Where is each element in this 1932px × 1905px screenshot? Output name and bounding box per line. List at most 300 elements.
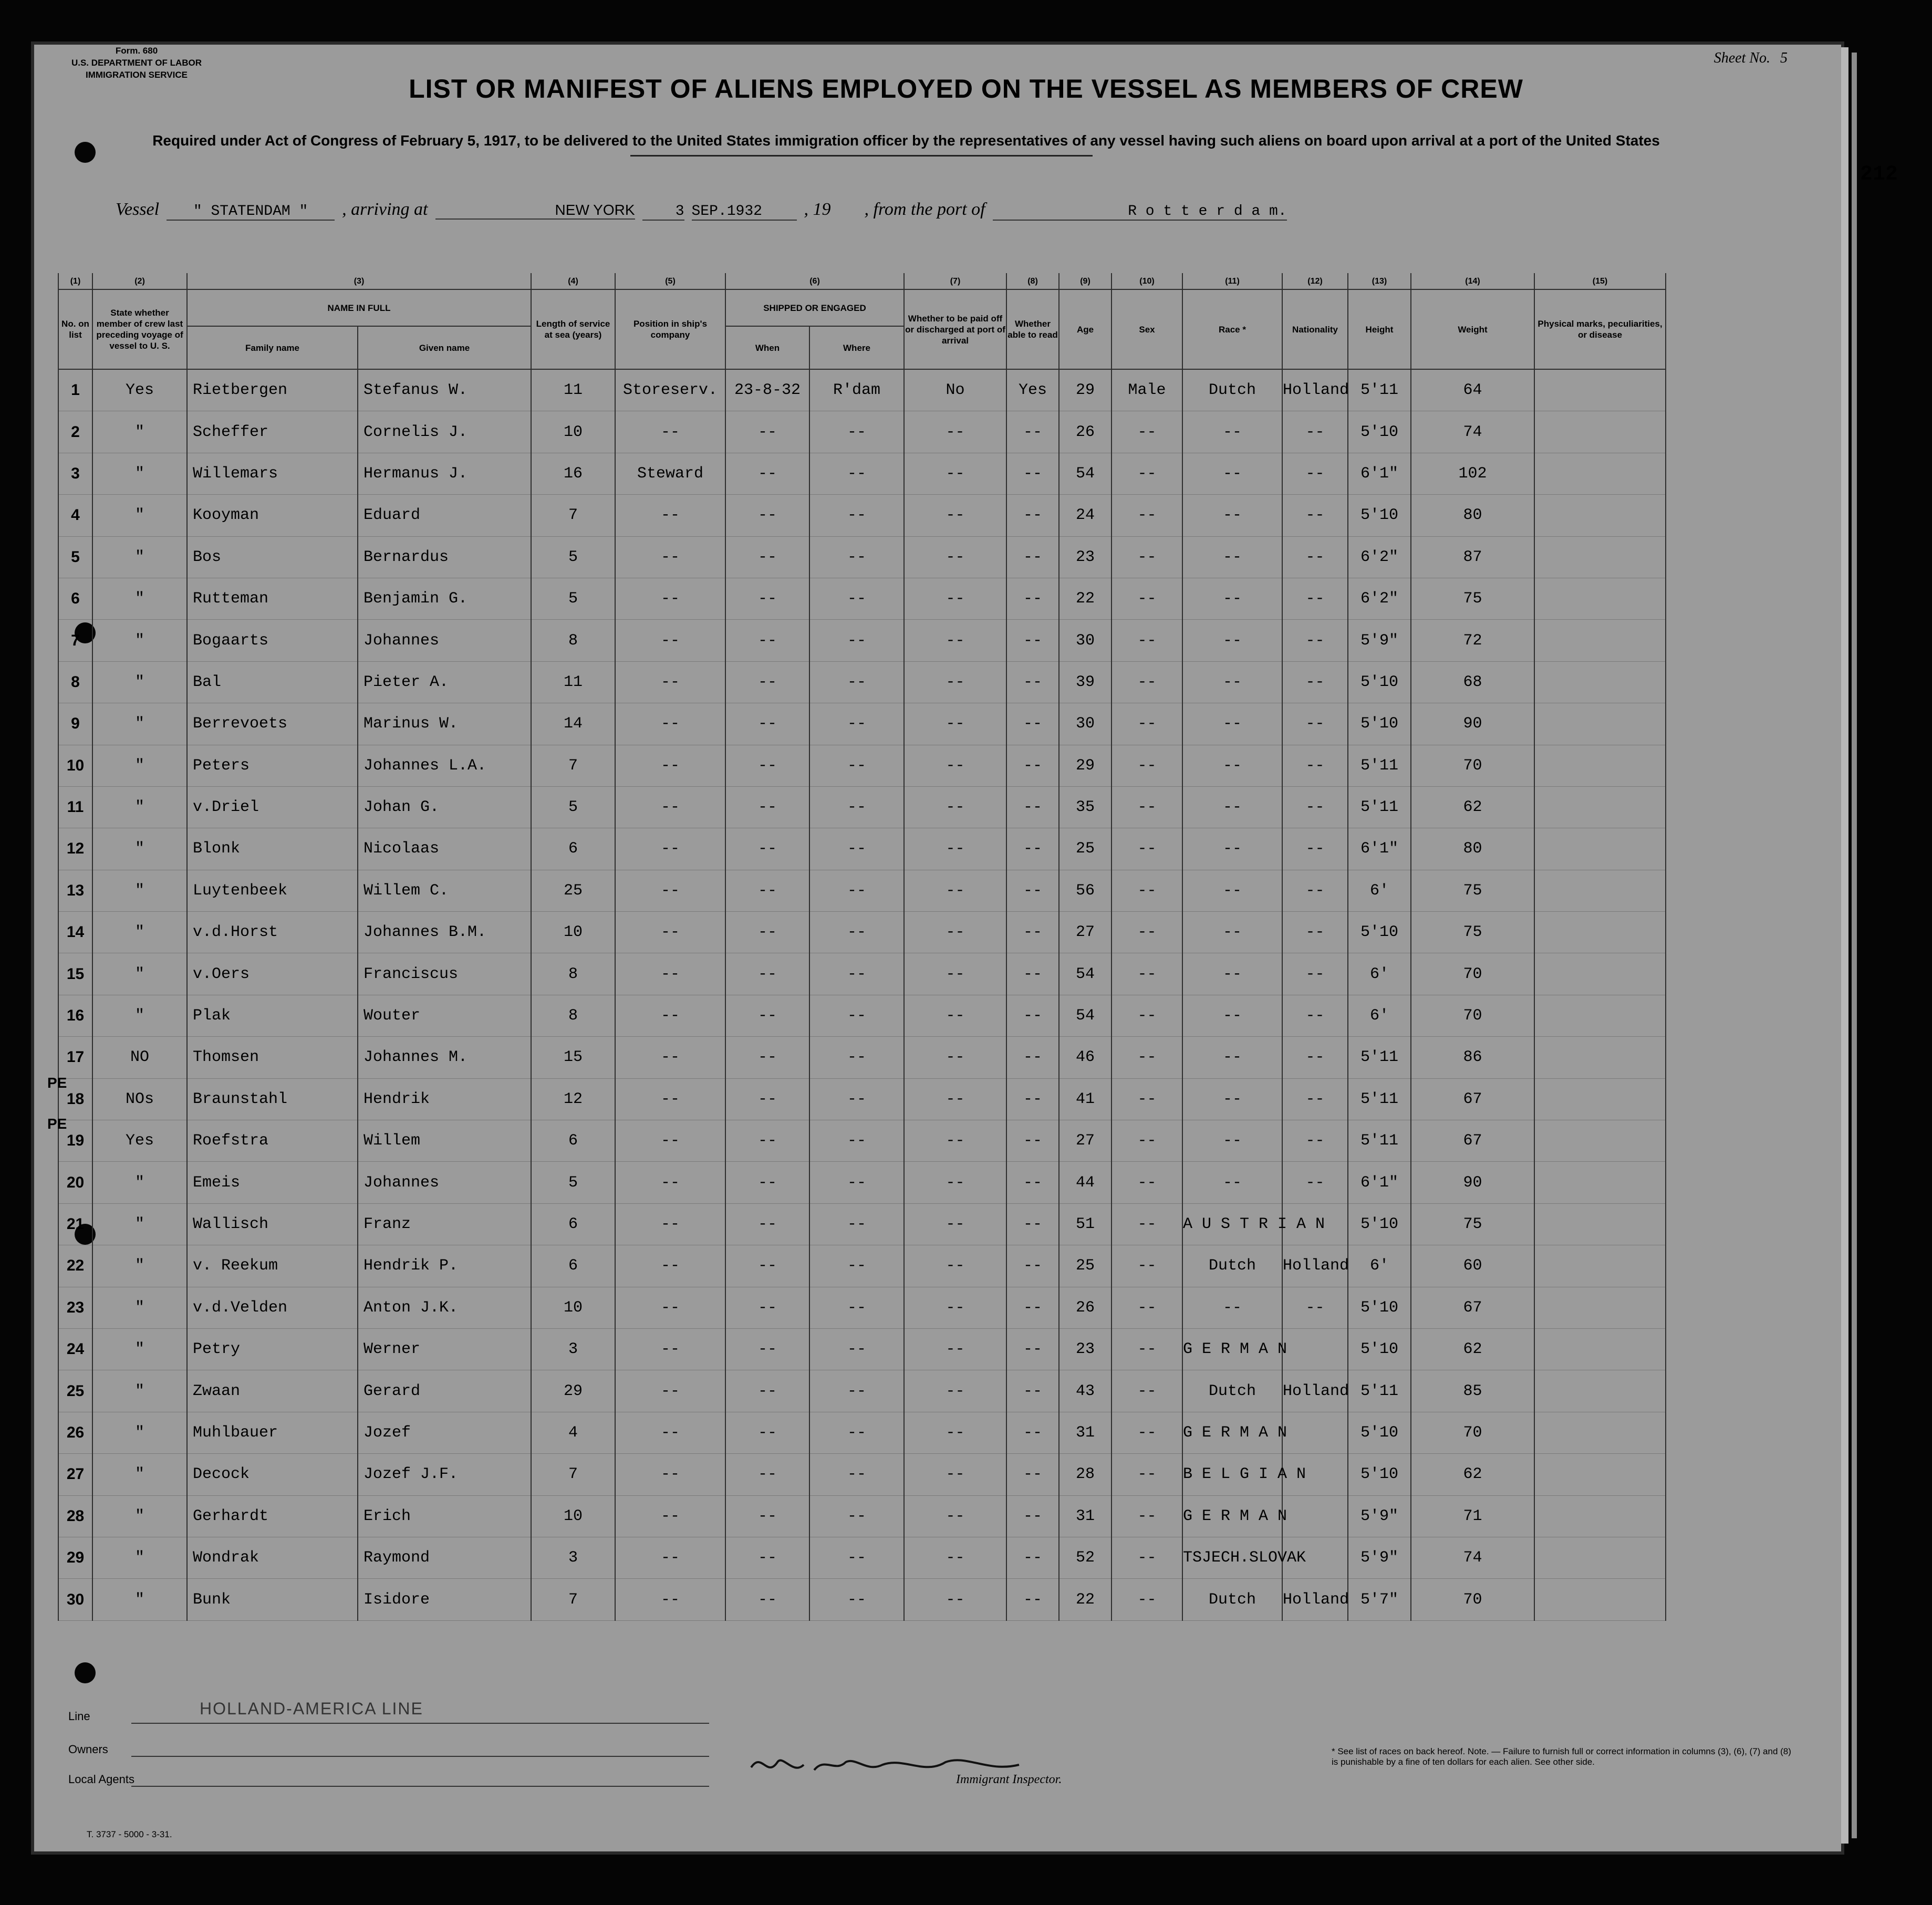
weight: 70 <box>1411 953 1534 995</box>
weight: 62 <box>1411 1454 1534 1495</box>
height: 5'10 <box>1348 1328 1411 1370</box>
department: U.S. DEPARTMENT OF LABOR <box>71 58 202 68</box>
weight: 87 <box>1411 536 1534 578</box>
position: -- <box>615 1495 725 1537</box>
row-number: 22 <box>58 1245 92 1287</box>
able-to-read: -- <box>1006 828 1059 870</box>
sex: Male <box>1112 369 1182 411</box>
given-name: Willem C. <box>358 870 531 911</box>
physical-marks <box>1534 1078 1666 1120</box>
nationality: -- <box>1282 745 1348 786</box>
binder-hole <box>75 1662 96 1683</box>
position: -- <box>615 1454 725 1495</box>
nationality: -- <box>1282 828 1348 870</box>
physical-marks <box>1534 411 1666 453</box>
family-name: Gerhardt <box>187 1495 358 1537</box>
weight: 64 <box>1411 369 1534 411</box>
paid-off: -- <box>904 703 1006 745</box>
physical-marks <box>1534 953 1666 995</box>
physical-marks <box>1534 1287 1666 1328</box>
position: -- <box>615 1162 725 1203</box>
nationality: -- <box>1282 703 1348 745</box>
paid-off: -- <box>904 1078 1006 1120</box>
race: -- <box>1182 661 1282 703</box>
physical-marks <box>1534 828 1666 870</box>
colnum: (6) <box>725 273 904 289</box>
shipped-where: -- <box>809 1579 904 1620</box>
height: 6' <box>1348 870 1411 911</box>
crew-status: " <box>92 1495 187 1537</box>
weight: 74 <box>1411 411 1534 453</box>
from-port-label: , from the port of <box>864 200 985 219</box>
colnum: (2) <box>92 273 187 289</box>
position: -- <box>615 912 725 953</box>
table-row <box>58 1328 1666 1370</box>
service-years: 4 <box>531 1412 615 1453</box>
weight: 90 <box>1411 703 1534 745</box>
family-name: Rutteman <box>187 578 358 619</box>
physical-marks <box>1534 661 1666 703</box>
shipped-when: -- <box>725 578 809 619</box>
height: 5'11 <box>1348 1078 1411 1120</box>
race: B E L G I A N <box>1182 1454 1282 1495</box>
nationality: Holland <box>1282 369 1348 411</box>
header-service: Length of service at sea (years) <box>531 289 615 369</box>
able-to-read: -- <box>1006 411 1059 453</box>
service-years: 25 <box>531 870 615 911</box>
row-number: 4 <box>58 495 92 536</box>
sex: -- <box>1112 1495 1182 1537</box>
race: A U S T R I A N <box>1182 1203 1282 1245</box>
position: -- <box>615 1037 725 1078</box>
height: 5'9" <box>1348 1537 1411 1578</box>
nationality <box>1282 1495 1348 1537</box>
position: -- <box>615 828 725 870</box>
weight: 80 <box>1411 495 1534 536</box>
header-weight: Weight <box>1411 289 1534 369</box>
shipped-when: -- <box>725 703 809 745</box>
given-name: Cornelis J. <box>358 411 531 453</box>
able-to-read: -- <box>1006 1412 1059 1453</box>
family-name: Plak <box>187 995 358 1036</box>
row-number: 7 <box>58 620 92 661</box>
crew-status: " <box>92 1328 187 1370</box>
height: 5'9" <box>1348 1495 1411 1537</box>
age: 25 <box>1059 828 1112 870</box>
position: -- <box>615 953 725 995</box>
row-number: 3 <box>58 453 92 494</box>
height: 6'2" <box>1348 578 1411 619</box>
service-years: 5 <box>531 578 615 619</box>
table-row <box>58 536 1666 578</box>
header-age: Age <box>1059 289 1112 369</box>
nationality: -- <box>1282 1078 1348 1120</box>
able-to-read: -- <box>1006 1579 1059 1620</box>
paid-off: -- <box>904 1162 1006 1203</box>
position: -- <box>615 578 725 619</box>
crew-status: " <box>92 495 187 536</box>
nationality: -- <box>1282 912 1348 953</box>
sex: -- <box>1112 1287 1182 1328</box>
row-number: 12 <box>58 828 92 870</box>
crew-status: " <box>92 1537 187 1578</box>
shipped-where: -- <box>809 1037 904 1078</box>
height: 5'11 <box>1348 1370 1411 1412</box>
age: 29 <box>1059 369 1112 411</box>
table-row <box>58 1245 1666 1287</box>
able-to-read: -- <box>1006 745 1059 786</box>
given-name: Nicolaas <box>358 828 531 870</box>
weight: 70 <box>1411 995 1534 1036</box>
sex: -- <box>1112 703 1182 745</box>
service-years: 12 <box>531 1078 615 1120</box>
paid-off: No <box>904 369 1006 411</box>
sex: -- <box>1112 495 1182 536</box>
weight: 71 <box>1411 1495 1534 1537</box>
race: -- <box>1182 953 1282 995</box>
race: -- <box>1182 536 1282 578</box>
table-row <box>58 1078 1666 1120</box>
race: -- <box>1182 995 1282 1036</box>
crew-status: " <box>92 1203 187 1245</box>
race: -- <box>1182 786 1282 828</box>
family-name: Bos <box>187 536 358 578</box>
age: 25 <box>1059 1245 1112 1287</box>
shipped-when: -- <box>725 1162 809 1203</box>
nationality: Holland <box>1282 1370 1348 1412</box>
print-code: T. 3737 - 5000 - 3-31. <box>87 1829 172 1839</box>
header-no: No. on list <box>58 289 92 369</box>
sheet-value: 5 <box>1780 50 1788 66</box>
nationality: -- <box>1282 411 1348 453</box>
crew-table <box>58 273 1666 1621</box>
position: Steward <box>615 453 725 494</box>
physical-marks <box>1534 786 1666 828</box>
height: 5'10 <box>1348 1412 1411 1453</box>
arriving-label: , arriving at <box>342 200 428 219</box>
colnum: (11) <box>1182 273 1282 289</box>
crew-status: " <box>92 870 187 911</box>
family-name: v.d.Velden <box>187 1287 358 1328</box>
service-years: 7 <box>531 495 615 536</box>
header-where: Where <box>809 326 904 369</box>
age: 39 <box>1059 661 1112 703</box>
height: 6' <box>1348 995 1411 1036</box>
row-number: 25 <box>58 1370 92 1412</box>
table-row <box>58 786 1666 828</box>
weight: 75 <box>1411 870 1534 911</box>
nationality: -- <box>1282 453 1348 494</box>
vessel-label: Vessel <box>116 200 160 219</box>
physical-marks <box>1534 1120 1666 1162</box>
sex: -- <box>1112 1037 1182 1078</box>
sex: -- <box>1112 661 1182 703</box>
physical-marks <box>1534 1328 1666 1370</box>
row-number: 20 <box>58 1162 92 1203</box>
physical-marks <box>1534 1454 1666 1495</box>
physical-marks <box>1534 453 1666 494</box>
paid-off: -- <box>904 578 1006 619</box>
family-name: Braunstahl <box>187 1078 358 1120</box>
header-position: Position in ship's company <box>615 289 725 369</box>
table-row <box>58 495 1666 536</box>
race: -- <box>1182 578 1282 619</box>
shipped-when: -- <box>725 953 809 995</box>
table-row <box>58 1370 1666 1412</box>
age: 30 <box>1059 703 1112 745</box>
given-name: Erich <box>358 1495 531 1537</box>
service-years: 10 <box>531 1287 615 1328</box>
sex: -- <box>1112 1245 1182 1287</box>
height: 6' <box>1348 953 1411 995</box>
paid-off: -- <box>904 953 1006 995</box>
race: G E R M A N <box>1182 1328 1282 1370</box>
vessel-name: " STATENDAM " <box>167 203 335 221</box>
shipped-where: R'dam <box>809 369 904 411</box>
sex: -- <box>1112 786 1182 828</box>
shipped-when: 23-8-32 <box>725 369 809 411</box>
given-name: Jozef <box>358 1412 531 1453</box>
table-row <box>58 369 1666 411</box>
service: IMMIGRATION SERVICE <box>86 70 188 80</box>
position: -- <box>615 703 725 745</box>
physical-marks <box>1534 1162 1666 1203</box>
shipped-when: -- <box>725 1328 809 1370</box>
from-port: R o t t e r d a m. <box>993 203 1287 221</box>
nationality: -- <box>1282 1287 1348 1328</box>
requirement-text: Required under Act of Congress of February 5, 1917, to be delivered to the United States immigration officer by the representatives of any vessel having such aliens on board upon arrival at a port of the United States <box>152 132 1660 149</box>
vessel-line <box>116 200 1796 231</box>
nationality: -- <box>1282 661 1348 703</box>
given-name: Benjamin G. <box>358 578 531 619</box>
header-height: Height <box>1348 289 1411 369</box>
service-years: 3 <box>531 1537 615 1578</box>
weight: 72 <box>1411 620 1534 661</box>
paid-off: -- <box>904 1037 1006 1078</box>
age: 46 <box>1059 1037 1112 1078</box>
crew-status: " <box>92 536 187 578</box>
physical-marks <box>1534 369 1666 411</box>
nationality: -- <box>1282 953 1348 995</box>
race: -- <box>1182 1120 1282 1162</box>
race: Dutch <box>1182 1579 1282 1620</box>
able-to-read: -- <box>1006 1203 1059 1245</box>
family-name: Bogaarts <box>187 620 358 661</box>
row-number: 24 <box>58 1328 92 1370</box>
service-years: 6 <box>531 1203 615 1245</box>
colnum: (15) <box>1534 273 1666 289</box>
height: 5'11 <box>1348 786 1411 828</box>
paid-off: -- <box>904 536 1006 578</box>
paid-off: -- <box>904 453 1006 494</box>
service-years: 10 <box>531 411 615 453</box>
race: -- <box>1182 828 1282 870</box>
shipped-where: -- <box>809 703 904 745</box>
weight: 85 <box>1411 1370 1534 1412</box>
header-race: Race * <box>1182 289 1282 369</box>
shipped-where: -- <box>809 661 904 703</box>
header-sex: Sex <box>1112 289 1182 369</box>
physical-marks <box>1534 1245 1666 1287</box>
paid-off: -- <box>904 745 1006 786</box>
sex: -- <box>1112 1454 1182 1495</box>
weight: 70 <box>1411 1412 1534 1453</box>
race: -- <box>1182 411 1282 453</box>
shipped-where: -- <box>809 1120 904 1162</box>
colnum: (5) <box>615 273 725 289</box>
header-read: Whether able to read <box>1006 289 1059 369</box>
paid-off: -- <box>904 870 1006 911</box>
stamp-number: 212 <box>1860 163 1898 186</box>
given-name: Johannes L.A. <box>358 745 531 786</box>
paid-off: -- <box>904 1454 1006 1495</box>
physical-marks <box>1534 1412 1666 1453</box>
race: Dutch <box>1182 1245 1282 1287</box>
age: 26 <box>1059 1287 1112 1328</box>
header-family: Family name <box>187 326 358 369</box>
column-number-row <box>58 273 1666 289</box>
shipped-where: -- <box>809 1203 904 1245</box>
crew-status: " <box>92 995 187 1036</box>
crew-status: " <box>92 1245 187 1287</box>
height: 6'1" <box>1348 1162 1411 1203</box>
shipped-where: -- <box>809 1412 904 1453</box>
shipped-where: -- <box>809 745 904 786</box>
crew-status: " <box>92 620 187 661</box>
shipped-where: -- <box>809 1370 904 1412</box>
sex: -- <box>1112 453 1182 494</box>
able-to-read: -- <box>1006 1537 1059 1578</box>
row-number: 23 <box>58 1287 92 1328</box>
pe-mark: PE <box>47 1116 67 1132</box>
age: 52 <box>1059 1537 1112 1578</box>
row-number: 17 <box>58 1037 92 1078</box>
crew-status: " <box>92 953 187 995</box>
table-row <box>58 661 1666 703</box>
height: 5'10 <box>1348 1203 1411 1245</box>
weight: 75 <box>1411 1203 1534 1245</box>
weight: 70 <box>1411 1579 1534 1620</box>
sex: -- <box>1112 1579 1182 1620</box>
given-name: Gerard <box>358 1370 531 1412</box>
shipped-when: -- <box>725 1078 809 1120</box>
able-to-read: -- <box>1006 953 1059 995</box>
height: 6'1" <box>1348 453 1411 494</box>
title-rule <box>630 155 1093 157</box>
position: -- <box>615 1203 725 1245</box>
height: 5'11 <box>1348 369 1411 411</box>
weight: 70 <box>1411 745 1534 786</box>
colnum: (9) <box>1059 273 1112 289</box>
colnum: (14) <box>1411 273 1534 289</box>
family-name: Luytenbeek <box>187 870 358 911</box>
able-to-read: -- <box>1006 703 1059 745</box>
race: G E R M A N <box>1182 1495 1282 1537</box>
sex: -- <box>1112 953 1182 995</box>
family-name: v.Oers <box>187 953 358 995</box>
age: 30 <box>1059 620 1112 661</box>
crew-status: " <box>92 1370 187 1412</box>
table-row <box>58 1162 1666 1203</box>
height: 6' <box>1348 1245 1411 1287</box>
able-to-read: -- <box>1006 995 1059 1036</box>
shipped-when: -- <box>725 1037 809 1078</box>
height: 5'11 <box>1348 745 1411 786</box>
able-to-read: -- <box>1006 1495 1059 1537</box>
form-number: Form. 680 <box>115 46 158 56</box>
row-number: 11 <box>58 786 92 828</box>
shipped-when: -- <box>725 1537 809 1578</box>
colnum: (10) <box>1112 273 1182 289</box>
family-name: Bal <box>187 661 358 703</box>
physical-marks <box>1534 1037 1666 1078</box>
service-years: 10 <box>531 912 615 953</box>
position: -- <box>615 661 725 703</box>
shipped-when: -- <box>725 411 809 453</box>
family-name: Thomsen <box>187 1037 358 1078</box>
table-row <box>58 995 1666 1036</box>
age: 54 <box>1059 953 1112 995</box>
colnum: (7) <box>904 273 1006 289</box>
family-name: Scheffer <box>187 411 358 453</box>
family-name: Emeis <box>187 1162 358 1203</box>
height: 5'11 <box>1348 1037 1411 1078</box>
family-name: Muhlbauer <box>187 1412 358 1453</box>
age: 23 <box>1059 1328 1112 1370</box>
weight: 62 <box>1411 1328 1534 1370</box>
crew-status: " <box>92 1162 187 1203</box>
age: 28 <box>1059 1454 1112 1495</box>
race: -- <box>1182 1162 1282 1203</box>
paid-off: -- <box>904 1537 1006 1578</box>
age: 27 <box>1059 912 1112 953</box>
age: 26 <box>1059 411 1112 453</box>
service-years: 7 <box>531 745 615 786</box>
shipped-where: -- <box>809 1287 904 1328</box>
shipped-where: -- <box>809 536 904 578</box>
able-to-read: -- <box>1006 578 1059 619</box>
row-number: 18 <box>58 1078 92 1120</box>
height: 5'10 <box>1348 1454 1411 1495</box>
able-to-read: -- <box>1006 1454 1059 1495</box>
crew-body <box>58 369 1666 1620</box>
paid-off: -- <box>904 1579 1006 1620</box>
table-row <box>58 1203 1666 1245</box>
able-to-read: -- <box>1006 1120 1059 1162</box>
crew-status: " <box>92 453 187 494</box>
year-label: , 19 <box>804 200 831 219</box>
height: 6'2" <box>1348 536 1411 578</box>
position: -- <box>615 1078 725 1120</box>
given-name: Franz <box>358 1203 531 1245</box>
row-number: 30 <box>58 1579 92 1620</box>
service-years: 16 <box>531 453 615 494</box>
nationality <box>1282 1412 1348 1453</box>
physical-marks <box>1534 536 1666 578</box>
nationality: -- <box>1282 1120 1348 1162</box>
crew-status: " <box>92 745 187 786</box>
shipped-where: -- <box>809 1078 904 1120</box>
weight: 74 <box>1411 1537 1534 1578</box>
age: 31 <box>1059 1412 1112 1453</box>
table-row <box>58 620 1666 661</box>
able-to-read: -- <box>1006 1287 1059 1328</box>
service-years: 8 <box>531 995 615 1036</box>
paid-off: -- <box>904 828 1006 870</box>
race: TSJECH.SLOVAK <box>1182 1537 1282 1578</box>
shipped-where: -- <box>809 453 904 494</box>
header-name: NAME IN FULL <box>187 289 531 326</box>
